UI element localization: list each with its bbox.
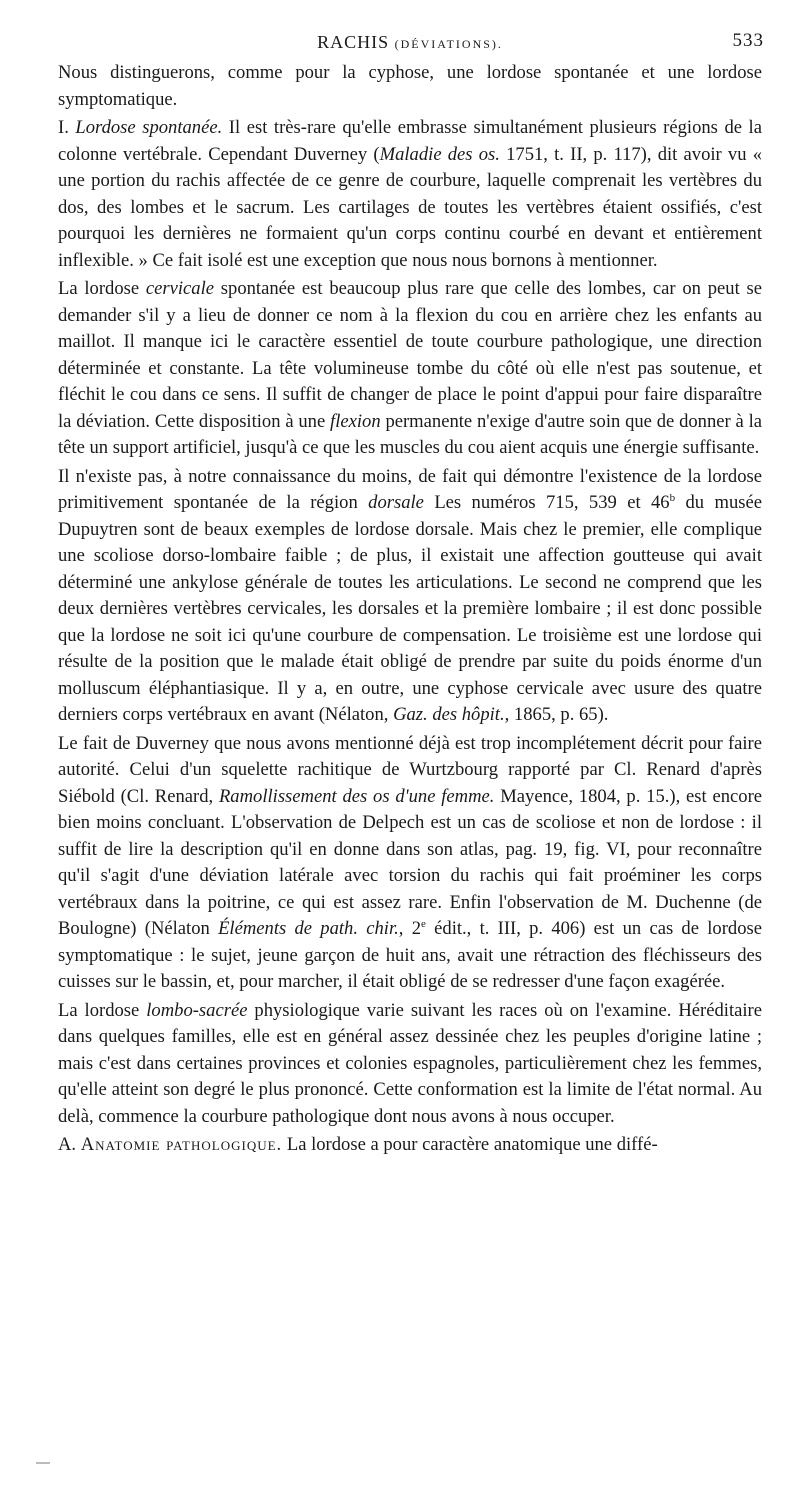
paragraph [58,464,762,729]
text-run: La lordose [58,278,146,299]
paragraph [58,1132,762,1159]
text-run: e [421,917,426,930]
text-run: b [669,491,676,504]
text-run: physiologique varie suivant les races où on l'examine. Héréditaire dans quelques familles, elle est en général assez dessinée chez les peuples d'origine latine ; mais c'est dans certaines provinces et colonies espagnoles, particulièrement chez les femmes, qu'elle atteint son degré le plus prononcé. Cette conformation est la limite de l'état normal. Au delà, commence la courbure pathologique dont nous avons à nous occuper. [58,999,762,1127]
running-title-main: RACHIS [317,32,390,52]
book-page [58,28,762,1159]
text-run: Gaz. des hôpit. [393,704,505,725]
paragraph [58,731,762,996]
text-run: Éléments de path. chir. [218,918,399,939]
page-number: 533 [732,30,764,51]
text-run: , 1865, p. 65). [504,704,609,725]
paragraph [58,115,762,274]
paragraph [58,60,762,113]
text-run: 1751, t. II, p. 117), dit avoir vu « une portion du rachis affectée de ce genre de courbure, laquelle comprenait les vertèbres du dos, des lombes et le sacrum. Les cartilages de toutes les vertèbres étaient ossifiés, c'est pourquoi les dernières ne formaient qu'un corps continu courbé en devant et entièrement inflexible. » Ce fait isolé est une exception que nous nous bornons à mentionner. [58,143,762,271]
text-run: A. [58,1134,81,1155]
text-run: Le fait de Duverney que nous avons mentionné déjà est trop incomplétement décrit pour faire autorité. Celui d'un squelette rachitique de Wurtzbourg rapporté par Cl. Renard d'après Siébold (Cl. Renard, [58,732,762,807]
text-run: Il est très-rare qu'elle embrasse simultanément plusieurs régions de la colonne vertébrale. Cependant Duverney ( [58,117,762,165]
text-run: Anatomie pathologique. [80,1134,283,1155]
text-run: La lordose a pour caractère anatomique une diffé- [282,1134,658,1155]
text-run: Lordose spontanée. [75,117,223,138]
text-run: Ramollissement des os d'une femme. [218,785,495,807]
text-run: du musée Dupuytren sont de beaux exemples de lordose dorsale. Mais chez le premier, elle complique une scoliose dorso-lombaire faible ; de plus, il existait une affection goutteuse qui avait déterminé une ankylose générale de toutes les articulations. Le second ne comprend que les deux dernières vertèbres cervicales, les dorsales et la première lombaire ; il est donc possible que la lordose ne soit ici qu'une courbure de compensation. Le troisième est une lordose qui résulte de la position que le malade était obligé de prendre par suite du poids énorme d'un molluscum éléphantiasique. Il y a, en outre, une cyphose cervicale avec usure des quatre derniers corps vertébraux en avant (Nélaton, [58,492,762,725]
text-run: lombo-sacrée [146,999,248,1021]
text-run: Les numéros 715, 539 et 46 [423,492,670,513]
text-run: I. [58,117,76,138]
text-run: cervicale [145,278,215,299]
text-run: édit., t. III, p. 406) est un cas de lordose symptomatique : le sujet, jeune garçon de huit ans, avait une rétraction des fléchisseurs des cuisses sur le bassin, et, pour marcher, il était obligé de se redresser d'une façon exagérée. [58,918,762,992]
scan-mark [36,1462,50,1464]
text-run: Maladie des os. [379,143,500,165]
paragraph [58,998,762,1131]
text-run: spontanée est beaucoup plus rare que celle des lombes, car on peut se demander s'il y a lieu de donner ce nom à la flexion du cou en arrière chez les enfants au maillot. Il manque ici le caractère essentiel de toute courbure pathologique, une direction déterminée et constante. La tête volumineuse tombe du côté où elle n'est pas soutenue, et fléchit le cou dans ce sens. Il suffit de changer de place le point d'appui pour faire disparaître la déviation. Cette disposition à une [58,278,762,432]
text-run: La lordose [58,999,147,1021]
text-run: Il n'existe pas, à notre connaissance du moins, de fait qui démontre l'existence de la lordose primitivement spontanée de la région [58,465,762,513]
text-run: Mayence, 1804, p. 15.), est encore bien moins concluant. L'observation de Delpech est un cas de scoliose et non de lordose : il suffit de lire la description qu'il en donne dans son atlas, pag. 19, fig. VI, pour reconnaître qu'il s'agit d'une déviation latérale avec torsion du rachis qui fait proéminer les corps vertébraux dans la poitrine, ce qui est assez rare. Enfin l'observation de M. Duchenne (de Boulogne) (Nélaton [58,785,763,939]
running-head [58,28,762,60]
paragraph [58,276,762,462]
running-title [58,32,762,53]
running-title-sub: (DÉVIATIONS). [394,37,503,51]
text-run: permanente n'exige d'autre soin que de donner à la tête un support artificiel, jusqu'à ce que les muscles du cou aient acquis une énergie suffisante. [58,410,762,458]
text-run: Nous distinguerons, comme pour la cyphose, une lordose spontanée et une lordose symptomatique. [58,62,762,110]
text-run: , 2 [398,918,421,939]
text-run: dorsale [368,492,424,513]
text-run: flexion [330,410,381,432]
body-text [58,60,762,1159]
